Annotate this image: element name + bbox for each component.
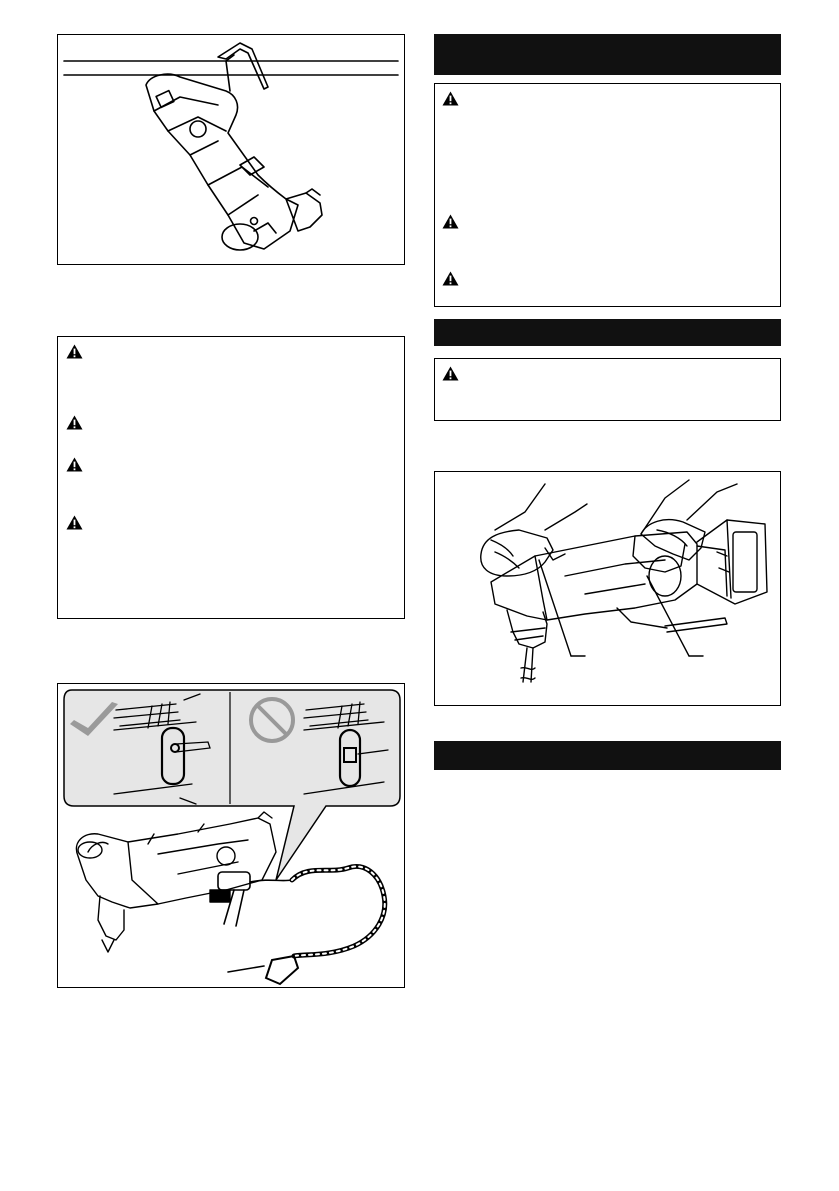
two-hand-grip-illustration	[435, 472, 779, 704]
hanging-hook-figure	[57, 34, 405, 265]
holding-tool-figure	[434, 471, 781, 706]
warning-triangle-icon	[66, 344, 83, 359]
tool-lanyard-figure	[57, 683, 405, 988]
section-header-bar	[434, 741, 781, 770]
warning-triangle-icon	[66, 515, 83, 530]
tool-lanyard-illustration	[58, 684, 403, 986]
warning-box-left	[57, 336, 405, 619]
warning-triangle-icon	[442, 366, 459, 381]
warning-triangle-icon	[66, 457, 83, 472]
warning-triangle-icon	[442, 91, 459, 106]
warning-triangle-icon	[66, 415, 83, 430]
warning-box-right-top	[434, 83, 781, 307]
warning-triangle-icon	[442, 271, 459, 286]
section-header-bar	[434, 34, 781, 75]
hex-key-hook-illustration	[58, 35, 403, 263]
warning-triangle-icon	[442, 214, 459, 229]
warning-box-right-middle	[434, 358, 781, 421]
section-header-bar	[434, 319, 781, 346]
